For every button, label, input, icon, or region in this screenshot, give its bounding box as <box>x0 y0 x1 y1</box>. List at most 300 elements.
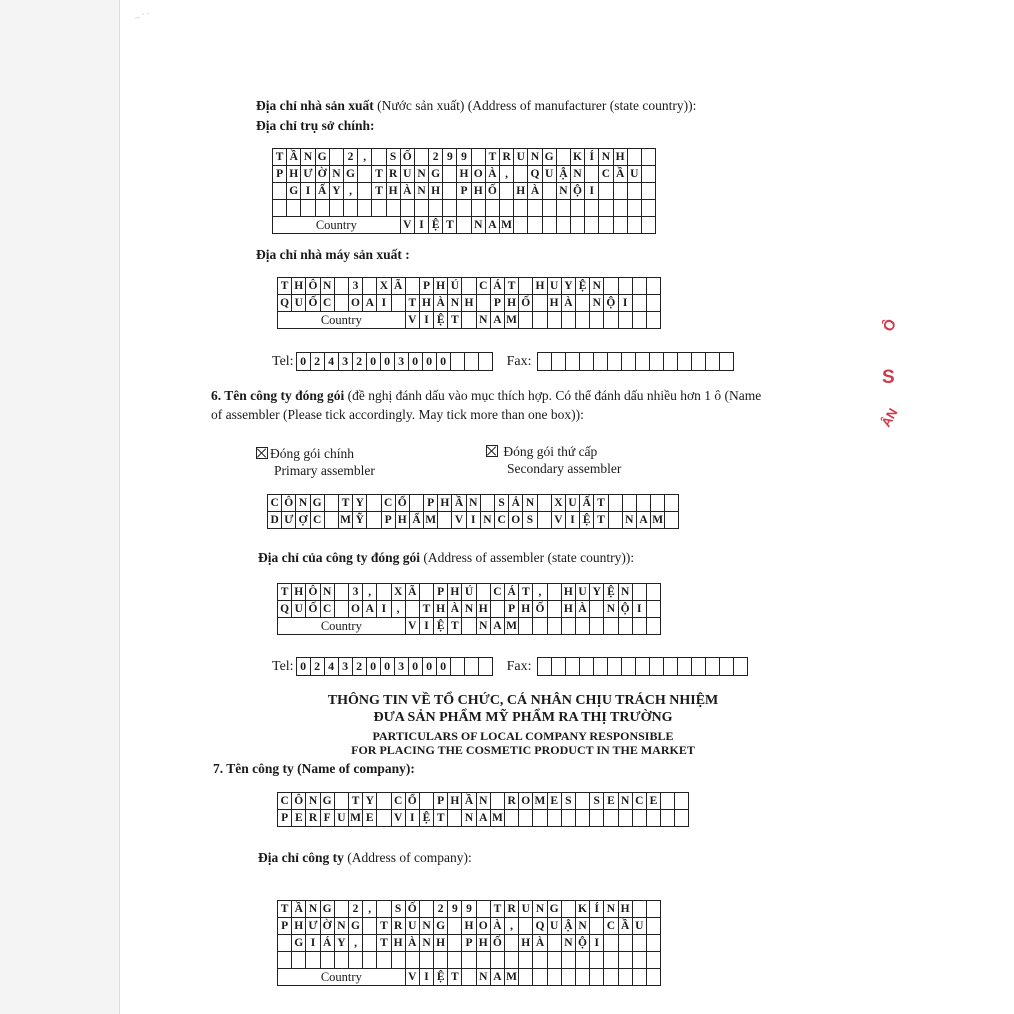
grid-cell <box>646 918 660 935</box>
grid-cell: U <box>575 584 589 601</box>
grid-cell <box>646 901 660 918</box>
grid-cell: Ầ <box>613 166 627 183</box>
digit-box <box>479 658 492 675</box>
grid-cell: H <box>434 935 448 952</box>
country-cell: A <box>485 217 499 234</box>
grid-cell: Ấ <box>315 183 329 200</box>
country-cell <box>561 312 575 329</box>
grid-cell: E <box>363 810 377 827</box>
grid-cell: U <box>547 918 561 935</box>
grid-cell <box>334 601 348 618</box>
assembler-name-grid <box>267 494 679 529</box>
grid-cell: À <box>561 295 575 312</box>
grid-cell: N <box>575 918 589 935</box>
digit-box <box>552 658 566 675</box>
grid-cell: X <box>377 278 391 295</box>
grid-cell <box>476 952 490 969</box>
grid-cell: T <box>594 495 608 512</box>
digit-box: 4 <box>325 353 339 370</box>
grid-cell: G <box>547 901 561 918</box>
country-cell <box>575 312 589 329</box>
grid-cell <box>632 901 646 918</box>
country-cell: Ệ <box>434 618 448 635</box>
grid-cell: À <box>434 295 448 312</box>
country-cell: N <box>476 618 490 635</box>
grid-cell <box>618 278 632 295</box>
grid-cell: Ầ <box>452 495 466 512</box>
grid-cell: P <box>273 166 287 183</box>
grid-cell: N <box>533 901 547 918</box>
grid-cell: H <box>462 295 476 312</box>
grid-cell: À <box>533 935 547 952</box>
grid-cell: N <box>419 935 433 952</box>
grid-cell: T <box>372 183 386 200</box>
grid-cell: G <box>310 495 324 512</box>
digit-box <box>594 658 608 675</box>
digit-box <box>692 353 706 370</box>
grid-cell: H <box>292 278 306 295</box>
primary-assembler-en: Primary assembler <box>274 463 375 478</box>
grid-cell <box>358 200 372 217</box>
grid-cell: Y <box>590 584 604 601</box>
fax-label: Fax: <box>506 658 532 674</box>
grid-cell: Y <box>334 935 348 952</box>
grid-cell <box>542 200 556 217</box>
country-cell: T <box>448 618 462 635</box>
grid-cell: S <box>590 793 604 810</box>
grid-cell <box>505 935 519 952</box>
grid-row <box>278 278 661 295</box>
grid-cell <box>476 584 490 601</box>
grid-cell <box>315 200 329 217</box>
digit-box: 0 <box>367 353 381 370</box>
grid-cell <box>386 200 400 217</box>
grid-cell: V <box>551 512 565 529</box>
grid-cell: Ệ <box>419 810 433 827</box>
grid-cell <box>665 512 679 529</box>
grid-cell: T <box>372 166 386 183</box>
grid-cell: H <box>448 793 462 810</box>
grid-cell: Y <box>561 278 575 295</box>
grid-cell: À <box>405 935 419 952</box>
grid-cell <box>528 200 542 217</box>
country-label: Country <box>278 969 406 986</box>
grid-cell <box>547 935 561 952</box>
grid-cell <box>405 952 419 969</box>
grid-cell <box>547 810 561 827</box>
grid-cell <box>646 295 660 312</box>
country-cell: T <box>448 312 462 329</box>
grid-cell: N <box>419 918 433 935</box>
country-cell: Ệ <box>434 969 448 986</box>
country-cell: M <box>500 217 514 234</box>
grid-row <box>278 952 661 969</box>
grid-cell <box>604 278 618 295</box>
grid-cell: H <box>476 601 490 618</box>
grid-cell <box>391 952 405 969</box>
grid-cell: C <box>632 793 646 810</box>
grid-cell <box>519 918 533 935</box>
country-cell: V <box>405 969 419 986</box>
grid-cell: Ố <box>485 183 499 200</box>
grid-cell <box>590 601 604 618</box>
grid-row <box>278 793 689 810</box>
grid-cell <box>462 952 476 969</box>
grid-cell <box>604 810 618 827</box>
digit-box <box>734 658 747 675</box>
grid-cell: V <box>391 810 405 827</box>
digit-box: 4 <box>325 658 339 675</box>
grid-row <box>278 601 661 618</box>
grid-cell: I <box>590 935 604 952</box>
grid-cell <box>632 584 646 601</box>
grid-cell <box>618 935 632 952</box>
grid-cell <box>561 952 575 969</box>
grid-cell <box>334 584 348 601</box>
responsible-title-en-2: FOR PLACING THE COSMETIC PRODUCT IN THE MARKET <box>351 743 695 757</box>
grid-cell: Ố <box>490 935 504 952</box>
grid-cell <box>561 810 575 827</box>
digit-box <box>580 353 594 370</box>
grid-cell: N <box>334 918 348 935</box>
grid-cell <box>363 918 377 935</box>
grid-cell <box>500 200 514 217</box>
grid-cell <box>537 495 551 512</box>
grid-cell: Ô <box>306 584 320 601</box>
grid-cell <box>324 512 338 529</box>
country-cell: N <box>471 217 485 234</box>
grid-cell: Q <box>278 295 292 312</box>
grid-cell: C <box>310 512 324 529</box>
grid-cell: I <box>466 512 480 529</box>
grid-cell <box>419 584 433 601</box>
country-cell <box>570 217 584 234</box>
grid-cell: N <box>414 166 428 183</box>
grid-cell <box>480 495 494 512</box>
grid-cell <box>358 183 372 200</box>
grid-cell <box>533 952 547 969</box>
country-cell: I <box>414 217 428 234</box>
grid-cell <box>661 810 675 827</box>
digit-box <box>465 658 479 675</box>
grid-cell: I <box>585 183 599 200</box>
grid-cell: H <box>429 183 443 200</box>
grid-cell: H <box>561 601 575 618</box>
grid-cell <box>519 952 533 969</box>
grid-cell <box>646 601 660 618</box>
grid-cell: F <box>320 810 334 827</box>
digit-box <box>664 658 678 675</box>
grid-cell <box>590 952 604 969</box>
grid-cell: H <box>391 935 405 952</box>
grid-cell <box>419 952 433 969</box>
page-left-margin <box>0 0 120 1014</box>
grid-cell <box>590 918 604 935</box>
country-row <box>278 969 661 986</box>
grid-cell <box>646 935 660 952</box>
country-cell <box>519 969 533 986</box>
grid-cell: N <box>462 810 476 827</box>
grid-cell: N <box>599 149 613 166</box>
assembler-address-grid <box>277 583 661 635</box>
checked-box-icon <box>486 445 498 457</box>
grid-cell: P <box>434 584 448 601</box>
grid-cell: , <box>505 918 519 935</box>
grid-cell: T <box>490 901 504 918</box>
grid-cell: S <box>561 793 575 810</box>
digit-box: 0 <box>381 658 395 675</box>
country-cell <box>561 618 575 635</box>
grid-cell <box>414 149 428 166</box>
grid-cell: Ổ <box>405 793 419 810</box>
digit-box <box>594 353 608 370</box>
grid-cell: P <box>419 278 433 295</box>
grid-cell <box>391 295 405 312</box>
country-cell <box>604 312 618 329</box>
grid-cell <box>471 200 485 217</box>
grid-cell <box>547 952 561 969</box>
grid-cell: G <box>542 149 556 166</box>
grid-cell: C <box>268 495 282 512</box>
grid-cell <box>443 183 457 200</box>
grid-cell: N <box>301 149 315 166</box>
country-cell <box>646 969 660 986</box>
grid-cell <box>585 166 599 183</box>
grid-cell: À <box>400 183 414 200</box>
digit-box: 0 <box>297 353 311 370</box>
grid-cell: N <box>329 166 343 183</box>
grid-cell: N <box>622 512 636 529</box>
grid-cell: À <box>448 601 462 618</box>
grid-cell: C <box>278 793 292 810</box>
grid-cell: R <box>505 793 519 810</box>
country-cell <box>604 618 618 635</box>
digit-box: 3 <box>339 658 353 675</box>
digit-box <box>608 658 622 675</box>
grid-cell: Ô <box>282 495 296 512</box>
country-cell: I <box>419 618 433 635</box>
grid-cell: Ã <box>391 278 405 295</box>
country-cell: I <box>419 312 433 329</box>
country-cell <box>627 217 641 234</box>
grid-cell: H <box>419 295 433 312</box>
country-cell <box>613 217 627 234</box>
grid-cell: U <box>292 601 306 618</box>
grid-cell: T <box>419 601 433 618</box>
country-cell: A <box>490 969 504 986</box>
grid-cell <box>627 200 641 217</box>
grid-cell: 9 <box>457 149 471 166</box>
grid-cell: Í <box>590 901 604 918</box>
grid-cell: M <box>348 810 362 827</box>
digit-box: 0 <box>409 353 423 370</box>
assembler-heading-line2: of assembler (Please tick accordingly. May tick more than one box)): <box>211 407 584 422</box>
digit-box: 0 <box>437 658 451 675</box>
secondary-assembler-option: Đóng gói thứ cấp <box>486 444 597 460</box>
grid-cell: N <box>448 295 462 312</box>
grid-cell: P <box>457 183 471 200</box>
grid-row <box>273 166 656 183</box>
digit-box: 0 <box>437 353 451 370</box>
grid-cell: N <box>462 601 476 618</box>
country-cell <box>618 618 632 635</box>
country-cell <box>556 217 570 234</box>
grid-cell: I <box>405 810 419 827</box>
grid-cell: P <box>278 918 292 935</box>
grid-cell: E <box>292 810 306 827</box>
digit-box <box>678 658 692 675</box>
grid-cell <box>665 495 679 512</box>
grid-cell: D <box>268 512 282 529</box>
grid-cell <box>292 952 306 969</box>
digit-box <box>580 658 594 675</box>
grid-cell <box>358 166 372 183</box>
grid-cell: P <box>424 495 438 512</box>
grid-cell: Ộ <box>604 295 618 312</box>
grid-cell: H <box>434 278 448 295</box>
grid-cell <box>604 952 618 969</box>
grid-cell: I <box>618 295 632 312</box>
grid-cell <box>570 200 584 217</box>
grid-cell <box>476 295 490 312</box>
grid-cell: 9 <box>443 149 457 166</box>
grid-cell <box>334 952 348 969</box>
grid-cell: N <box>570 166 584 183</box>
country-label: Country <box>278 312 406 329</box>
digit-box: 2 <box>311 353 325 370</box>
grid-cell: R <box>306 810 320 827</box>
grid-cell: Ệ <box>580 512 594 529</box>
grid-cell <box>273 183 287 200</box>
digit-box <box>678 353 692 370</box>
country-cell <box>632 618 646 635</box>
grid-cell: Q <box>528 166 542 183</box>
grid-cell: 2 <box>434 901 448 918</box>
country-cell <box>533 969 547 986</box>
grid-cell: Q <box>278 601 292 618</box>
grid-cell: N <box>590 295 604 312</box>
grid-cell: Ư <box>306 918 320 935</box>
grid-cell: Ậ <box>556 166 570 183</box>
grid-cell: H <box>457 166 471 183</box>
grid-cell: T <box>278 901 292 918</box>
responsible-title-vi-1: THÔNG TIN VỀ TỔ CHỨC, CÁ NHÂN CHỊU TRÁCH NHIỆM <box>327 693 719 708</box>
grid-cell <box>505 810 519 827</box>
digit-box <box>650 658 664 675</box>
country-cell <box>547 969 561 986</box>
grid-cell <box>675 810 689 827</box>
grid-cell: 2 <box>348 901 362 918</box>
grid-cell: S <box>391 901 405 918</box>
grid-cell: 9 <box>462 901 476 918</box>
grid-cell <box>334 901 348 918</box>
grid-row <box>268 512 679 529</box>
grid-cell: C <box>599 166 613 183</box>
grid-cell: E <box>604 793 618 810</box>
digit-box <box>622 353 636 370</box>
country-cell: A <box>490 312 504 329</box>
grid-cell: H <box>434 601 448 618</box>
country-cell <box>462 312 476 329</box>
digit-box <box>451 353 465 370</box>
grid-cell <box>627 149 641 166</box>
grid-cell <box>599 183 613 200</box>
country-cell <box>528 217 542 234</box>
grid-cell: N <box>523 495 537 512</box>
grid-cell: , <box>533 584 547 601</box>
assembler-heading: 6. Tên công ty đóng gói (đề nghị đánh dấu vào mục thích hợp. Có thể đánh dấu nhiều hơn 1 ô (Name <box>211 388 762 403</box>
grid-cell <box>363 952 377 969</box>
grid-cell <box>273 200 287 217</box>
grid-cell: Ệ <box>575 278 589 295</box>
grid-cell <box>301 200 315 217</box>
country-cell <box>533 312 547 329</box>
grid-cell <box>641 183 655 200</box>
grid-cell <box>632 952 646 969</box>
grid-cell: U <box>334 810 348 827</box>
grid-cell: A <box>476 810 490 827</box>
grid-cell <box>599 200 613 217</box>
manufacturer-phone-row <box>272 352 734 371</box>
country-row <box>278 618 661 635</box>
grid-cell: C <box>381 495 395 512</box>
grid-cell: R <box>505 901 519 918</box>
grid-cell: Ố <box>306 295 320 312</box>
grid-cell: H <box>618 901 632 918</box>
grid-cell: Ộ <box>618 601 632 618</box>
grid-cell <box>500 183 514 200</box>
grid-cell: Á <box>505 584 519 601</box>
grid-cell: Ư <box>282 512 296 529</box>
grid-row <box>273 183 656 200</box>
grid-cell: P <box>505 601 519 618</box>
country-cell <box>519 618 533 635</box>
grid-cell: N <box>320 584 334 601</box>
grid-cell: R <box>386 166 400 183</box>
digit-box <box>566 658 580 675</box>
country-cell <box>604 969 618 986</box>
grid-cell: S <box>523 512 537 529</box>
grid-cell <box>377 901 391 918</box>
grid-cell <box>547 601 561 618</box>
grid-cell: Y <box>353 495 367 512</box>
grid-cell: I <box>632 601 646 618</box>
grid-cell <box>561 901 575 918</box>
grid-cell: N <box>561 935 575 952</box>
grid-cell: P <box>381 512 395 529</box>
country-cell: N <box>476 969 490 986</box>
grid-cell: , <box>343 183 357 200</box>
grid-cell <box>448 935 462 952</box>
grid-cell: H <box>561 584 575 601</box>
assembler-address-label: Địa chỉ của công ty đóng gói (Address of assembler (state country)): <box>258 550 635 565</box>
grid-cell <box>405 278 419 295</box>
grid-cell: 2 <box>429 149 443 166</box>
grid-cell: N <box>618 584 632 601</box>
country-label: Country <box>278 618 406 635</box>
grid-cell: H <box>547 295 561 312</box>
grid-cell: Y <box>363 793 377 810</box>
grid-cell <box>476 901 490 918</box>
digit-box: 3 <box>395 353 409 370</box>
digit-box <box>706 658 720 675</box>
digit-box <box>636 658 650 675</box>
digit-box <box>538 353 552 370</box>
grid-cell: C <box>320 601 334 618</box>
digit-box <box>622 658 636 675</box>
grid-cell: T <box>278 278 292 295</box>
grid-cell <box>646 952 660 969</box>
